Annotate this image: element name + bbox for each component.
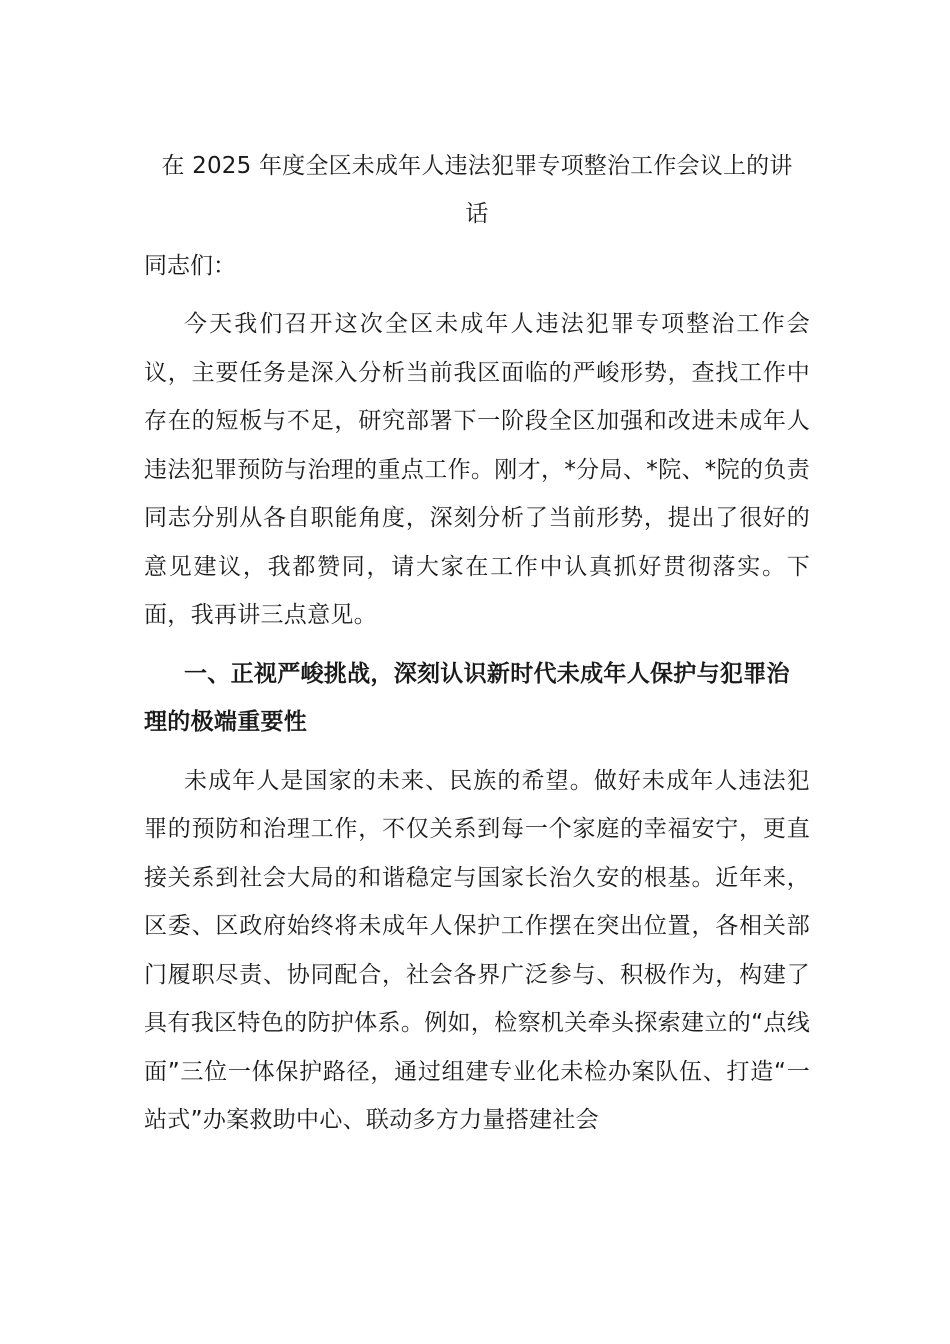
title-line-2: 话: [465, 201, 489, 227]
document-title: [144, 142, 810, 238]
opening-paragraph: 今天我们召开这次全区未成年人违法犯罪专项整治工作会议，主要任务是深入分析当前我区面临的严峻形势，查找工作中存在的短板与不足，研究部署下一阶段全区加强和改进未成年人违法犯罪预防与治理的重点工作。刚才，*分局、*院、*院的负责同志分别从各自职能角度，深刻分析了当前形势，提出了很好的意见建议，我都赞同，请大家在工作中认真抓好贯彻落实。下面，我再讲三点意见。: [144, 311, 810, 628]
section-1-paragraph: 未成年人是国家的未来、民族的希望。做好未成年人违法犯罪的预防和治理工作，不仅关系到每一个家庭的幸福安宁，更直接关系到社会大局的和谐稳定与国家长治久安的根基。近年来，区委、区政府始终将未成年人保护工作摆在突出位置，各相关部门履职尽责、协同配合，社会各界广泛参与、积极作为，构建了具有我区特色的防护体系。例如，检察机关牵头探索建立的“点线面”三位一体保护路径，通过组建专业化未检办案队伍、打造“一站式”办案救助中心、联动多方力量搭建社会: [144, 767, 810, 1133]
document-body: [144, 142, 810, 1155]
title-line-1: 在 2025 年度全区未成年人违法犯罪专项整治工作会议上的讲: [161, 153, 793, 179]
section-heading-1: 一、正视严峻挑战，深刻认识新时代未成年人保护与犯罪治理的极端重要性: [144, 660, 790, 735]
salutation: 同志们：: [144, 253, 236, 279]
